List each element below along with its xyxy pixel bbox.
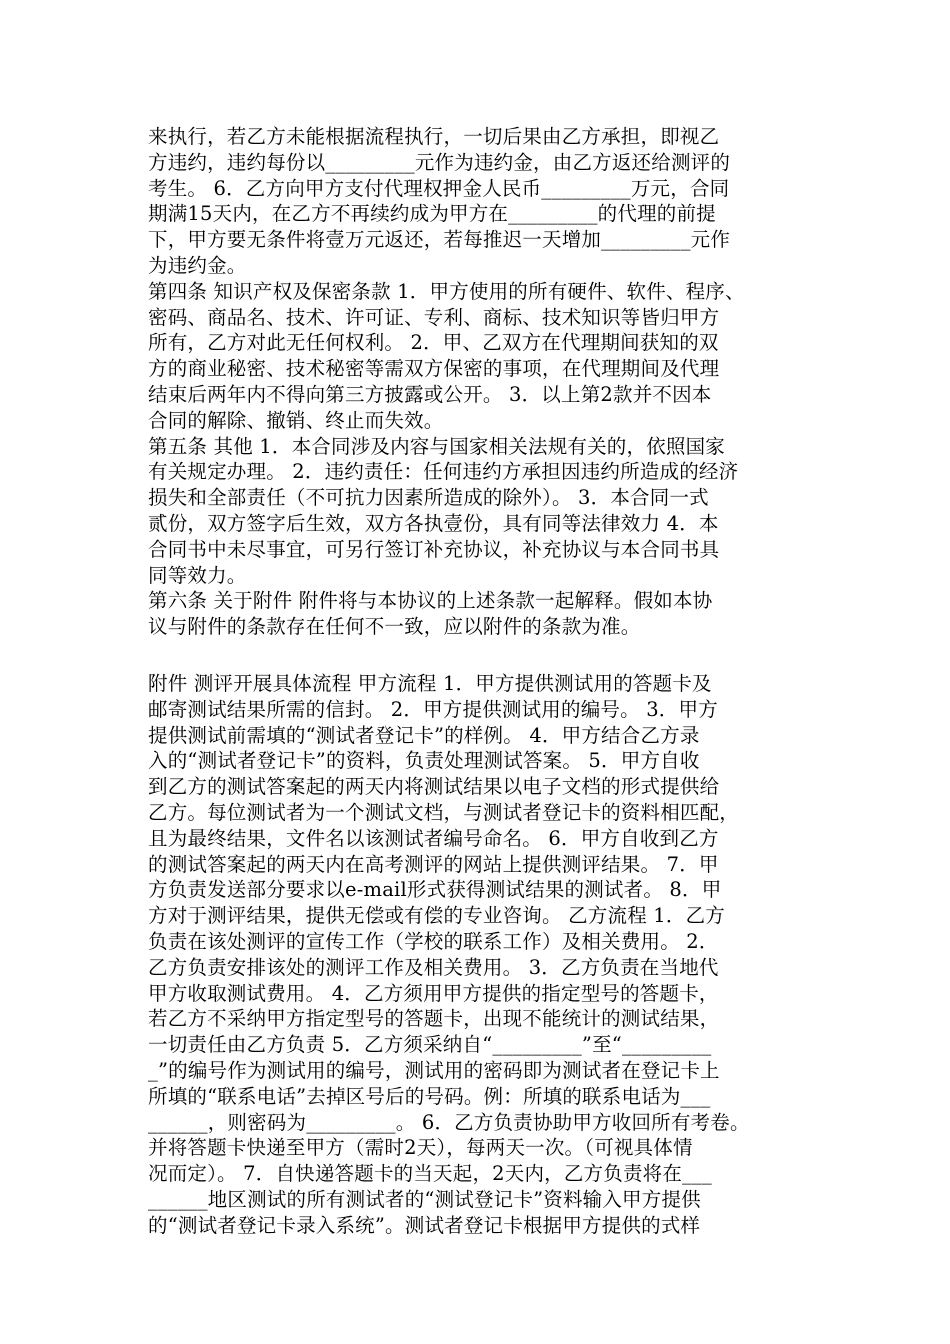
text-line: 议与附件的条款存在任何不一致，应以附件的条款为准。 xyxy=(148,615,641,639)
text-line: 附件 测评开展具体流程 甲方流程 1．甲方提供测试用的答题卡及 xyxy=(148,672,712,695)
text-line: 第四条 知识产权及保密条款 1．甲方使用的所有硬件、软件、程序、 xyxy=(148,279,745,303)
text-line: ______，则密码为_________。 6．乙方负责协助甲方收回所有考卷。 xyxy=(148,1110,750,1134)
text-line: 负责在该处测评的宣传工作（学校的联系工作）及相关费用。 2． xyxy=(148,929,719,953)
text-line: 考生。 6．乙方向甲方支付代理权押金人民币_________万元，合同 xyxy=(148,176,730,200)
text-line: 贰份，双方签字后生效，双方各执壹份，具有同等法律效力 4．本 xyxy=(148,511,719,535)
text-line: 的“测试者登记卡录入系统”。测试者登记卡根据甲方提供的式样 xyxy=(148,1213,701,1237)
contract-body-section xyxy=(148,124,818,640)
text-line: 密码、商品名、技术、许可证、专利、商标、技术知识等皆归甲方 xyxy=(148,305,720,329)
text-line: 方对于测评结果，提供无偿或有偿的专业咨询。 乙方流程 1．乙方 xyxy=(148,904,726,928)
text-line: 若乙方不采纳甲方指定型号的答题卡，出现不能统计的测试结果， xyxy=(148,1007,720,1031)
text-line: ______地区测试的所有测试者的“测试登记卡”资料输入甲方提供 xyxy=(148,1187,701,1211)
text-line: 为违约金。 xyxy=(148,253,247,277)
text-line: 到乙方的测试答案起的两天内将测试结果以电子文档的形式提供给 xyxy=(148,775,720,799)
text-line: 并将答题卡快递至甲方（需时2天），每两天一次。（可视具体情 xyxy=(148,1136,693,1160)
text-line: 方违约，违约每份以_________元作为违约金，由乙方返还给测评的 xyxy=(148,150,731,174)
text-line: 况而定）。 7．自快递答题卡的当天起，2天内，乙方负责将在___ xyxy=(148,1162,712,1186)
text-line: 邮寄测试结果所需的信封。 2．甲方提供测试用的编号。 3．甲方 xyxy=(148,697,718,721)
text-line: 一切责任由乙方负责 5．乙方须采纳自“_________”至“_________ xyxy=(148,1033,712,1057)
text-line: 下，甲方要无条件将壹万元返还，若每推迟一天增加_________元作 xyxy=(148,228,731,252)
text-line: 的测试答案起的两天内在高考测评的网站上提供测评结果。 7．甲 xyxy=(148,852,719,876)
text-line: 合同书中未尽事宜，可另行签订补充协议，补充协议与本合同书具 xyxy=(148,537,720,561)
text-line: 期满15天内，在乙方不再续约成为甲方在_________的代理的前提 xyxy=(148,202,716,226)
text-line: 方的商业秘密、技术秘密等需双方保密的事项，在代理期间及代理 xyxy=(148,357,720,381)
text-line: 有关规定办理。 2．违约责任：任何违约方承担因违约所造成的经济 xyxy=(148,460,739,484)
text-line: 同等效力。 xyxy=(148,563,247,587)
text-line: 且为最终结果，文件名以该测试者编号命名。 6．甲方自收到乙方 xyxy=(148,826,719,850)
text-line: 结束后两年内不得向第三方披露或公开。 3．以上第2款并不因本 xyxy=(148,382,712,406)
text-line: 所有，乙方对此无任何权利。 2．甲、乙双方在代理期间获知的双 xyxy=(148,331,719,355)
text-line: _”的编号作为测试用的编号，测试用的密码即为测试者在登记卡上 xyxy=(148,1058,720,1082)
text-line: 甲方收取测试费用。 4．乙方须用甲方提供的指定型号的答题卡， xyxy=(148,981,719,1005)
text-line: 损失和全部责任（不可抗力因素所造成的除外）。 3．本合同一式 xyxy=(148,486,709,510)
text-line: 来执行，若乙方未能根据流程执行，一切后果由乙方承担，即视乙 xyxy=(148,125,720,148)
text-line: 所填的“联系电话”去掉区号后的号码。例：所填的联系电话为___ xyxy=(148,1084,711,1108)
appendix-section xyxy=(148,671,818,1239)
text-line: 第六条 关于附件 附件将与本协议的上述条款一起解释。假如本协 xyxy=(148,589,713,613)
text-line: 提供测试前需填的“测试者登记卡”的样例。 4．甲方结合乙方录 xyxy=(148,723,700,747)
text-line: 合同的解除、撤销、终止而失效。 xyxy=(148,408,444,432)
text-line: 方负责发送部分要求以e-mail形式获得测试结果的测试者。 8．甲 xyxy=(148,878,722,902)
text-line: 第五条 其他 1．本合同涉及内容与国家相关法规有关的，依照国家 xyxy=(148,434,726,458)
text-line: 入的“测试者登记卡”的资料，负责处理测试答案。 5．甲方自收 xyxy=(148,749,700,773)
text-line: 乙方负责安排该处的测评工作及相关费用。 3．乙方负责在当地代 xyxy=(148,955,719,979)
text-line: 乙方。每位测试者为一个测试文档，与测试者登记卡的资料相匹配， xyxy=(148,800,740,824)
